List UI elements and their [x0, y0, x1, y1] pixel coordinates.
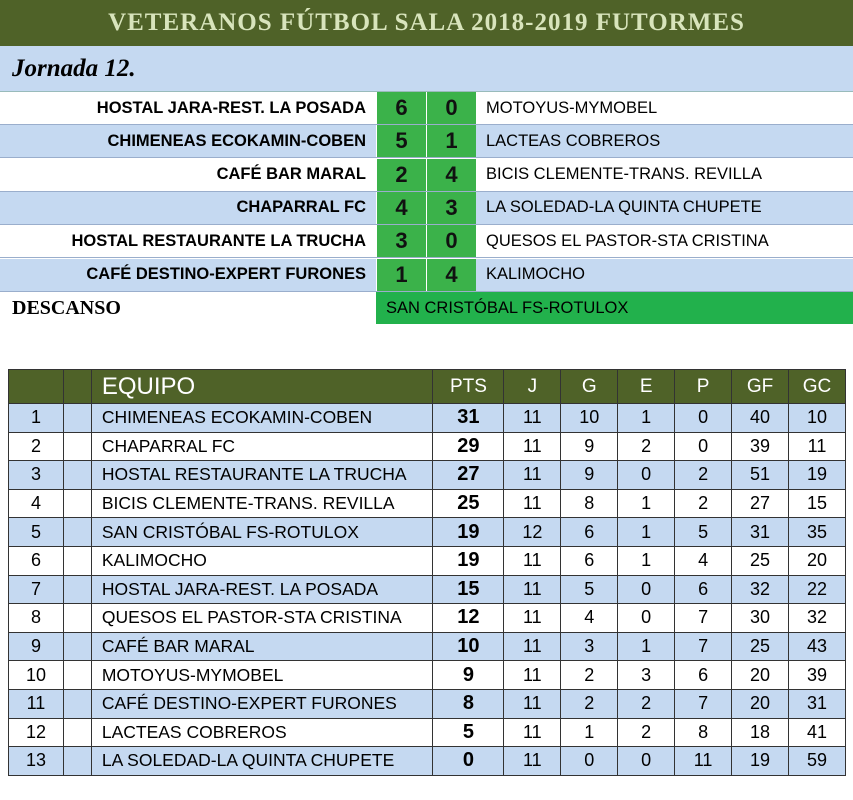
- gc-cell: 41: [788, 718, 845, 747]
- j-cell: 11: [504, 575, 561, 604]
- g-cell: 0: [561, 747, 618, 776]
- home-team: CAFÉ DESTINO-EXPERT FURONES: [86, 265, 366, 283]
- away-score: 3: [426, 192, 476, 224]
- p-cell: 0: [675, 404, 732, 433]
- team-cell: KALIMOCHO: [91, 546, 433, 575]
- e-cell: 1: [618, 546, 675, 575]
- home-team: HOSTAL RESTAURANTE LA TRUCHA: [71, 231, 366, 250]
- away-team: LA SOLEDAD-LA QUINTA CHUPETE: [486, 198, 762, 217]
- table-row: [9, 489, 846, 518]
- page-title: VETERANOS FÚTBOL SALA 2018-2019 FUTORMES: [0, 0, 853, 46]
- home-score: 4: [376, 192, 426, 224]
- pos-cell: 3: [9, 461, 64, 490]
- pts-cell: 31: [433, 404, 504, 433]
- j-cell: 11: [504, 747, 561, 776]
- header-g: G: [561, 370, 618, 404]
- team-cell: HOSTAL RESTAURANTE LA TRUCHA: [91, 461, 433, 490]
- j-cell: 11: [504, 718, 561, 747]
- match-row: [0, 225, 853, 258]
- blank-cell: [63, 518, 91, 547]
- team-cell: QUESOS EL PASTOR-STA CRISTINA: [91, 604, 433, 633]
- table-row: [9, 747, 846, 776]
- header-e: E: [618, 370, 675, 404]
- pos-cell: 5: [9, 518, 64, 547]
- header-gc: GC: [788, 370, 845, 404]
- pos-cell: 1: [9, 404, 64, 433]
- table-row: [9, 632, 846, 661]
- g-cell: 2: [561, 661, 618, 690]
- j-cell: 11: [504, 404, 561, 433]
- blank-cell: [63, 718, 91, 747]
- home-team: CHAPARRAL FC: [236, 198, 366, 217]
- gf-cell: 25: [732, 546, 789, 575]
- g-cell: 9: [561, 432, 618, 461]
- away-score: 1: [426, 125, 476, 157]
- pos-cell: 7: [9, 575, 64, 604]
- team-cell: BICIS CLEMENTE-TRANS. REVILLA: [91, 489, 433, 518]
- g-cell: 4: [561, 604, 618, 633]
- e-cell: 1: [618, 489, 675, 518]
- blank-cell: [63, 747, 91, 776]
- bye-row: [0, 292, 853, 324]
- blank-cell: [63, 689, 91, 718]
- gf-cell: 40: [732, 404, 789, 433]
- g-cell: 1: [561, 718, 618, 747]
- gc-cell: 39: [788, 661, 845, 690]
- match-row: [0, 259, 853, 292]
- pos-cell: 11: [9, 689, 64, 718]
- gc-cell: 22: [788, 575, 845, 604]
- header-pts: PTS: [433, 370, 504, 404]
- blank-cell: [63, 489, 91, 518]
- g-cell: 9: [561, 461, 618, 490]
- pos-cell: 9: [9, 632, 64, 661]
- pos-cell: 13: [9, 747, 64, 776]
- e-cell: 2: [618, 689, 675, 718]
- table-row: [9, 518, 846, 547]
- away-score: 0: [426, 225, 476, 257]
- team-cell: SAN CRISTÓBAL FS-ROTULOX: [91, 518, 433, 547]
- home-team: CHIMENEAS ECOKAMIN-COBEN: [107, 131, 366, 150]
- table-row: [9, 718, 846, 747]
- e-cell: 0: [618, 604, 675, 633]
- gc-cell: 19: [788, 461, 845, 490]
- home-score: 3: [376, 225, 426, 257]
- e-cell: 2: [618, 432, 675, 461]
- j-cell: 12: [504, 518, 561, 547]
- p-cell: 7: [675, 632, 732, 661]
- blank-cell: [63, 404, 91, 433]
- gf-cell: 19: [732, 747, 789, 776]
- bye-label: DESCANSO: [0, 292, 376, 324]
- g-cell: 8: [561, 489, 618, 518]
- e-cell: 3: [618, 661, 675, 690]
- pts-cell: 25: [433, 489, 504, 518]
- header-j: J: [504, 370, 561, 404]
- j-cell: 11: [504, 489, 561, 518]
- team-cell: CAFÉ DESTINO-EXPERT FURONES: [91, 689, 433, 718]
- e-cell: 1: [618, 632, 675, 661]
- gf-cell: 25: [732, 632, 789, 661]
- blank-cell: [63, 604, 91, 633]
- g-cell: 5: [561, 575, 618, 604]
- table-row: [9, 461, 846, 490]
- gc-cell: 35: [788, 518, 845, 547]
- home-score: 1: [376, 259, 426, 291]
- team-cell: MOTOYUS-MYMOBEL: [91, 661, 433, 690]
- header-blank: [63, 370, 91, 404]
- pos-cell: 8: [9, 604, 64, 633]
- pts-cell: 27: [433, 461, 504, 490]
- table-row: [9, 546, 846, 575]
- gc-cell: 31: [788, 689, 845, 718]
- header-gf: GF: [732, 370, 789, 404]
- match-row: [0, 92, 853, 125]
- header-p: P: [675, 370, 732, 404]
- away-team: BICIS CLEMENTE-TRANS. REVILLA: [486, 165, 762, 184]
- pts-cell: 12: [433, 604, 504, 633]
- table-row: [9, 661, 846, 690]
- p-cell: 11: [675, 747, 732, 776]
- e-cell: 0: [618, 461, 675, 490]
- gc-cell: 20: [788, 546, 845, 575]
- g-cell: 6: [561, 546, 618, 575]
- gf-cell: 18: [732, 718, 789, 747]
- home-team: CAFÉ BAR MARAL: [216, 165, 366, 184]
- pos-cell: 2: [9, 432, 64, 461]
- pts-cell: 10: [433, 632, 504, 661]
- home-score: 6: [376, 92, 426, 124]
- home-team: HOSTAL JARA-REST. LA POSADA: [96, 98, 366, 117]
- p-cell: 2: [675, 489, 732, 518]
- gf-cell: 39: [732, 432, 789, 461]
- pts-cell: 29: [433, 432, 504, 461]
- g-cell: 3: [561, 632, 618, 661]
- p-cell: 0: [675, 432, 732, 461]
- header-pos: [9, 370, 64, 404]
- p-cell: 2: [675, 461, 732, 490]
- pts-cell: 0: [433, 747, 504, 776]
- blank-cell: [63, 575, 91, 604]
- pts-cell: 8: [433, 689, 504, 718]
- blank-cell: [63, 461, 91, 490]
- bye-team: SAN CRISTÓBAL FS-ROTULOX: [376, 292, 853, 324]
- gc-cell: 59: [788, 747, 845, 776]
- pts-cell: 9: [433, 661, 504, 690]
- gc-cell: 15: [788, 489, 845, 518]
- p-cell: 7: [675, 689, 732, 718]
- away-team: KALIMOCHO: [486, 265, 586, 283]
- pos-cell: 10: [9, 661, 64, 690]
- blank-cell: [63, 661, 91, 690]
- home-score: 2: [376, 159, 426, 191]
- home-score: 5: [376, 125, 426, 157]
- away-score: 0: [426, 92, 476, 124]
- team-cell: CHAPARRAL FC: [91, 432, 433, 461]
- away-score: 4: [426, 259, 476, 291]
- p-cell: 6: [675, 661, 732, 690]
- match-row: [0, 192, 853, 225]
- gf-cell: 20: [732, 661, 789, 690]
- e-cell: 1: [618, 404, 675, 433]
- away-team: MOTOYUS-MYMOBEL: [486, 98, 658, 117]
- gf-cell: 51: [732, 461, 789, 490]
- pos-cell: 4: [9, 489, 64, 518]
- gc-cell: 43: [788, 632, 845, 661]
- j-cell: 11: [504, 604, 561, 633]
- header-team: EQUIPO: [91, 370, 433, 404]
- p-cell: 5: [675, 518, 732, 547]
- gc-cell: 32: [788, 604, 845, 633]
- pts-cell: 19: [433, 546, 504, 575]
- gf-cell: 32: [732, 575, 789, 604]
- team-cell: LA SOLEDAD-LA QUINTA CHUPETE: [91, 747, 433, 776]
- team-cell: LACTEAS COBREROS: [91, 718, 433, 747]
- pts-cell: 5: [433, 718, 504, 747]
- pts-cell: 19: [433, 518, 504, 547]
- gf-cell: 20: [732, 689, 789, 718]
- blank-cell: [63, 432, 91, 461]
- team-cell: CAFÉ BAR MARAL: [91, 632, 433, 661]
- gc-cell: 10: [788, 404, 845, 433]
- j-cell: 11: [504, 432, 561, 461]
- pts-cell: 15: [433, 575, 504, 604]
- e-cell: 0: [618, 747, 675, 776]
- gf-cell: 30: [732, 604, 789, 633]
- g-cell: 6: [561, 518, 618, 547]
- p-cell: 7: [675, 604, 732, 633]
- p-cell: 4: [675, 546, 732, 575]
- standings-header: [9, 370, 846, 404]
- away-team: QUESOS EL PASTOR-STA CRISTINA: [486, 231, 769, 250]
- blank-cell: [63, 546, 91, 575]
- table-row: [9, 604, 846, 633]
- standings-table: [8, 369, 846, 776]
- away-team: LACTEAS COBREROS: [486, 131, 661, 150]
- e-cell: 0: [618, 575, 675, 604]
- g-cell: 10: [561, 404, 618, 433]
- gf-cell: 27: [732, 489, 789, 518]
- j-cell: 11: [504, 632, 561, 661]
- match-row: [0, 125, 853, 158]
- j-cell: 11: [504, 661, 561, 690]
- j-cell: 11: [504, 461, 561, 490]
- table-row: [9, 432, 846, 461]
- j-cell: 11: [504, 546, 561, 575]
- pos-cell: 12: [9, 718, 64, 747]
- j-cell: 11: [504, 689, 561, 718]
- team-cell: HOSTAL JARA-REST. LA POSADA: [91, 575, 433, 604]
- gc-cell: 11: [788, 432, 845, 461]
- table-row: [9, 404, 846, 433]
- gf-cell: 31: [732, 518, 789, 547]
- away-score: 4: [426, 159, 476, 191]
- table-row: [9, 689, 846, 718]
- g-cell: 2: [561, 689, 618, 718]
- pos-cell: 6: [9, 546, 64, 575]
- team-cell: CHIMENEAS ECOKAMIN-COBEN: [91, 404, 433, 433]
- match-row: [0, 159, 853, 192]
- p-cell: 6: [675, 575, 732, 604]
- p-cell: 8: [675, 718, 732, 747]
- blank-cell: [63, 632, 91, 661]
- table-row: [9, 575, 846, 604]
- e-cell: 2: [618, 718, 675, 747]
- round-title: Jornada 12.: [0, 46, 853, 92]
- e-cell: 1: [618, 518, 675, 547]
